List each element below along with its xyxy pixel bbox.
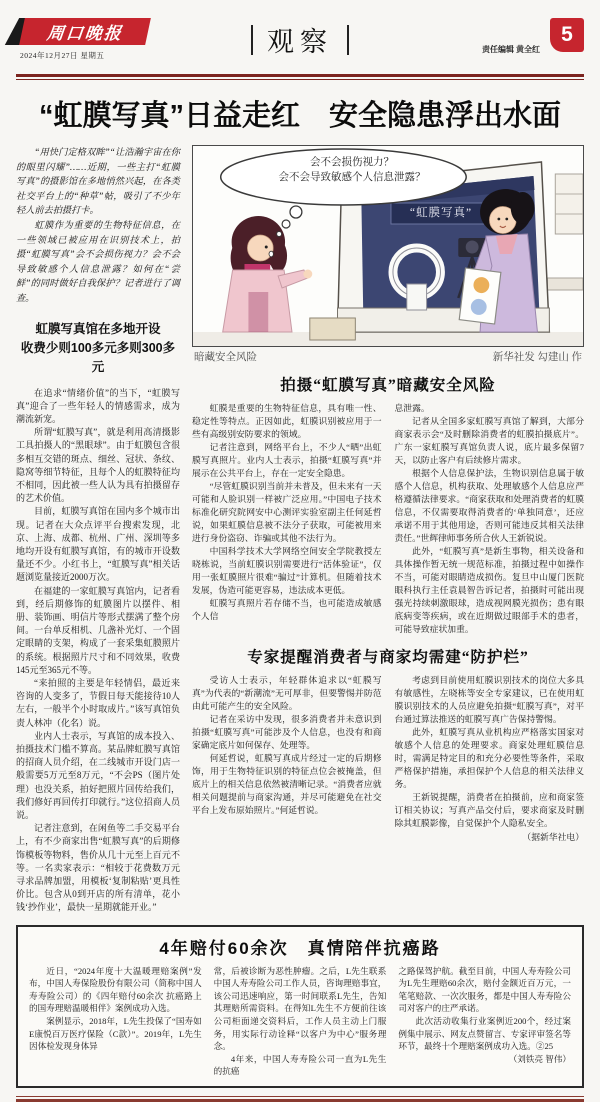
bottom-box-col2 [214, 965, 387, 1078]
section2-col1 [192, 674, 382, 843]
right-area [192, 145, 584, 915]
paragraph: 4年来，中国人寿寿险公司一直为L先生的抗癌 [213, 1053, 387, 1077]
paragraph: 记者注意到，网络平台上，不少人“晒”出虹膜写真照片。业内人士表示，拍摄“虹膜写真”并展示在公共平台上，存在一定安全隐患。 [192, 442, 382, 478]
paragraph: “来拍照的主要是年轻情侣，最近来咨询的人变多了，节假日每天能接待10人左右，一般半个小时取成片。”该写真馆负责人林冲（化名）说。 [16, 678, 180, 728]
paragraph: 何延哲说，虹膜写真成片经过一定的后期修饰，用于生物特征识别的特征点位会被掩盖，但底片上的相关信息依然被清晰记录。“消费者应就相关问题提前与商家沟通，并尽可能避免在社交平台上发布原始照片。”何延哲说。 [192, 753, 382, 815]
left-subhead [16, 320, 180, 377]
section1-columns [192, 402, 584, 636]
left-subhead-line2: 收费少则100多元多则300多元 [20, 340, 176, 374]
lead-paragraph: 虹膜作为重要的生物特征信息，在一些领域已被应用在识别技术上，拍摄“虹膜写真”会不会损伤视力？会不会导致敏感个人信息泄露？如何在“尝鲜”的同时做好自我保护？记者进行了调查。 [16, 219, 180, 303]
section2-columns [192, 674, 584, 843]
paragraph: 此次活动收集行业案例近200个，经过案例集中展示、网友点赞留言、专家评审签名等环节，最终十个理赔案例成功入选。②25 [398, 1016, 572, 1052]
byline: （刘铁亮 智伟） [508, 1053, 572, 1064]
section-title: 观察 [267, 27, 333, 57]
newspaper-brand [16, 18, 166, 61]
paragraph: 中国科学技术大学网络空间安全学院教授左晓栋说，当前虹膜识别需要进行“活体验证”，仅用一张虹膜照片很难“骗过”计算机。但随着技术发展，伪造可能更容易，违法成本更低。 [192, 546, 382, 595]
paragraph: 近日，“2024年度十大温暖理赔案例”发布，中国人寿保险股份有限公司（简称中国人寿寿险公司）的《四年赔付60余次 抗癌路上的国寿理赔温暖相伴》案例成功入选。 [29, 965, 202, 1014]
image-caption-row [192, 347, 584, 364]
paragraph: 虹膜是重要的生物特征信息，具有唯一性、稳定性等特点。正因如此，虹膜识别被应用于一些有高级别安防要求的领域。 [192, 403, 382, 439]
editor-line: 责任编辑 黄全红 [482, 45, 540, 54]
divider-bar-right [347, 25, 349, 55]
footer-rule [16, 1096, 584, 1102]
cartoon-illustration [192, 145, 584, 347]
paragraph: 此外，“虹膜写真”是新生事物，相关设备和具体操作暂无统一规范标准，拍摄过程中如操作不当，可能对眼睛造成损伤。复旦中山厦门医院眼科执行主任袁晨智告诉记者，拍摄时可能出现强光持续刺激眼球，造成视网膜光损伤；患有眼底病变等疾病，或在近期做过眼部手术的患者，可能导致症状加重。 [394, 546, 584, 634]
paragraph: 此外，虹膜写真从业机构应严格落实国家对敏感个人信息的处理要求。商家处理虹膜信息时，需满足特定目的和充分必要性等条件，采取严格保护措施，承担保护个人信息的相关法律义务。 [394, 727, 584, 789]
paragraph: 案例显示，2018年，L先生投保了“国寿如E康悦百万医疗保险（C款）”。2019年，L先生因体检发现身体异 [29, 1016, 202, 1052]
divider-bar-left [251, 25, 253, 55]
paragraph: 王新锐提醒，消费者在拍摄前，应和商家签订相关协议；写真产品交付后，要求商家及时删除其虹膜影像，自觉保护个人隐私安全。 [394, 792, 584, 828]
paragraph: 根据个人信息保护法，生物识别信息属于敏感个人信息，机构获取、处理敏感个人信息应严格遵循法律要求。“商家获取和处理消费者的虹膜信息，不仅需要取得消费者的‘单独同意’，还应承诺不用于其他用途，否则可能违反其相关法律责任。”世辉律师事务所合伙人王新锐说。 [394, 468, 584, 543]
paragraph: 受访人士表示，年轻群体追求以“虹膜写真”为代表的“新潮流”无可厚非，但要警惕并防范由此可能产生的安全风险。 [192, 675, 382, 711]
paragraph: 记者从全国多家虹膜写真馆了解到，大部分商家表示会“及时删除消费者的虹膜拍摄底片”。广东一家虹膜写真馆负责人说，底片最多保留7天，以防止客户有后续修片需求。 [394, 416, 584, 465]
paragraph: “尽管虹膜识别当前并未普及，但未来有一天可能和人脸识别一样被广泛应用。”中国电子技术标准化研究院网安中心测评实验室副主任何延哲说，如果虹膜信息被不法分子获取，可能被用来进行身份盗窃、诈骗或其他不法行为。 [192, 481, 382, 543]
date-line: 2024年12月27日 星期五 [20, 51, 105, 60]
iris-studio-sign: “虹膜写真” [409, 207, 473, 219]
article-body [16, 145, 584, 915]
section2-col2 [395, 674, 585, 843]
section-header [166, 20, 434, 59]
section1-col2 [395, 402, 585, 636]
logo-red-banner [19, 18, 151, 45]
main-headline: “虹膜写真”日益走红 安全隐患浮出水面 [38, 100, 561, 132]
left-column [16, 145, 180, 915]
newspaper-name: 周口晚报 [45, 24, 124, 43]
page-number-badge: 5 [550, 18, 584, 52]
section2-title: 专家提醒消费者与商家均需建“防护栏” [247, 649, 529, 666]
caption-right: 新华社发 勾建山 作 [492, 352, 582, 363]
paragraph: 记者在采访中发现，很多消费者并未意识到拍摄“虹膜写真”可能涉及个人信息，也没有和商家确定底片如何保存、处理等。 [192, 714, 382, 750]
left-subhead-line1: 虹膜写真馆在多地开设 [35, 321, 161, 336]
paragraph: 在福建的一家虹膜写真馆内，记者看到，经后期修饰的虹膜图片以摆件、相册、装饰画、明信片等形式摆满了整个房间。一台单反相机、几盏补光灯、一个固定眼睛的支架，构成了一套采集虹膜照片的系统。根据照片尺寸和不同效果，收费145元至365元不等。 [16, 585, 180, 675]
bottom-box-title: 4年赔付60余次 真情陪伴抗癌路 [159, 938, 441, 958]
paragraph: 记者注意到，在闲鱼等二手交易平台上，有不少商家出售“虹膜写真”的后期修饰模板等物料，售价从几十元至上百元不等。一名卖家表示：“相较于花费数万元寻求品牌加盟，用模板‘复制粘贴’更具性价比。包含从0到开店的所有清单，花小钱‘抄作业’，最快一星期就能开业。” [16, 823, 180, 913]
newspaper-logo [16, 18, 148, 45]
lead-paragraph: “用快门定格双眸”“让浩瀚宇宙在你的眼里闪耀”……近期，一些主打“虹膜写真”的摄影馆在多地悄然兴起，在各类社交平台上的“种草”帖，吸引了不少年轻人前去拍摄打卡。 [16, 147, 180, 216]
wire-credit: （据新华社电） [522, 832, 584, 842]
paragraph: 目前，虹膜写真馆在国内多个城市出现。记者在大众点评平台搜索发现，北京、上海、成都、杭州、广州、深圳等多地均开设有虹膜写真馆，有的城市开设数量还不少。小红书上，“虹膜写真”相关话题浏览量接近2000万次。 [16, 506, 180, 583]
masthead-rule [16, 74, 584, 80]
masthead-right [434, 18, 584, 55]
lead-block [16, 145, 180, 306]
paragraph: 考虑到目前使用虹膜识别技术的岗位大多具有敏感性，左晓栋等安全专家建议，已在使用虹膜识别技术的人员应避免拍摄“虹膜写真”，对平台通过算法推送的虹膜写真广告保持警惕。 [394, 675, 584, 724]
speech-bubble [227, 155, 477, 185]
bottom-box-col3 [398, 965, 571, 1078]
section1-title: 拍摄“虹膜写真”暗藏安全风险 [280, 377, 496, 394]
section1-col1 [192, 402, 382, 636]
bubble-line2: 会不会导致敏感个人信息泄露？ [278, 172, 426, 183]
bottom-box-columns [29, 965, 571, 1078]
bottom-box-col1 [29, 965, 202, 1078]
paragraph: 业内人士表示，写真馆的成本投入、拍摄技术门槛不算高。某品牌虹膜写真馆的招商人员介绍，在二线城市开设门店一般需要5万元至8万元，“不会PS（图片处理）也没关系，拍好把照片回传给我们，我们修好再回传打印就行。”这位招商人员说。 [16, 730, 180, 821]
paragraph: 常，后被诊断为恶性肿瘤。之后，L先生联系中国人寿寿险公司工作人员，咨询理赔事宜，该公司迅速响应，第一时间联系L先生，告知其理赔所需资料。在得知L先生不方便前往该公司柜面递交资料后，工作人员主动上门服务，用实际行动诠释“以客户为中心”服务理念。 [213, 965, 387, 1052]
paragraph: 之路保驾护航。截至目前，中国人寿寿险公司为L先生理赔60余次，赔付金额近百万元，一笔笔赔款、一次次服务，都是中国人寿寿险公司对客户的庄严承诺。 [398, 965, 572, 1014]
paragraph: 在追求“情绪价值”的当下，“虹膜写真”迎合了一些年轻人的情感需求，成为潮流新宠。 [16, 387, 180, 424]
bottom-boxed-article [16, 925, 584, 1088]
caption-left: 暗藏安全风险 [194, 352, 257, 363]
bubble-line1: 会不会损伤视力？ [310, 157, 394, 168]
paragraph: 虹膜写真照片若存储不当，也可能造成敏感个人信 [192, 598, 382, 621]
masthead [16, 18, 584, 70]
paragraph: 息泄露。 [394, 403, 430, 413]
paragraph: 所谓“虹膜写真”，就是利用高清摄影工具拍摄人的“黑眼球”。由于虹膜包含很多相互交错的斑点、细丝、冠状、条纹、隐窝等细节特征，且每个人的虹膜特征均不相同，因此被一些人认为具有拍摄留存的艺术价值。 [16, 427, 180, 504]
